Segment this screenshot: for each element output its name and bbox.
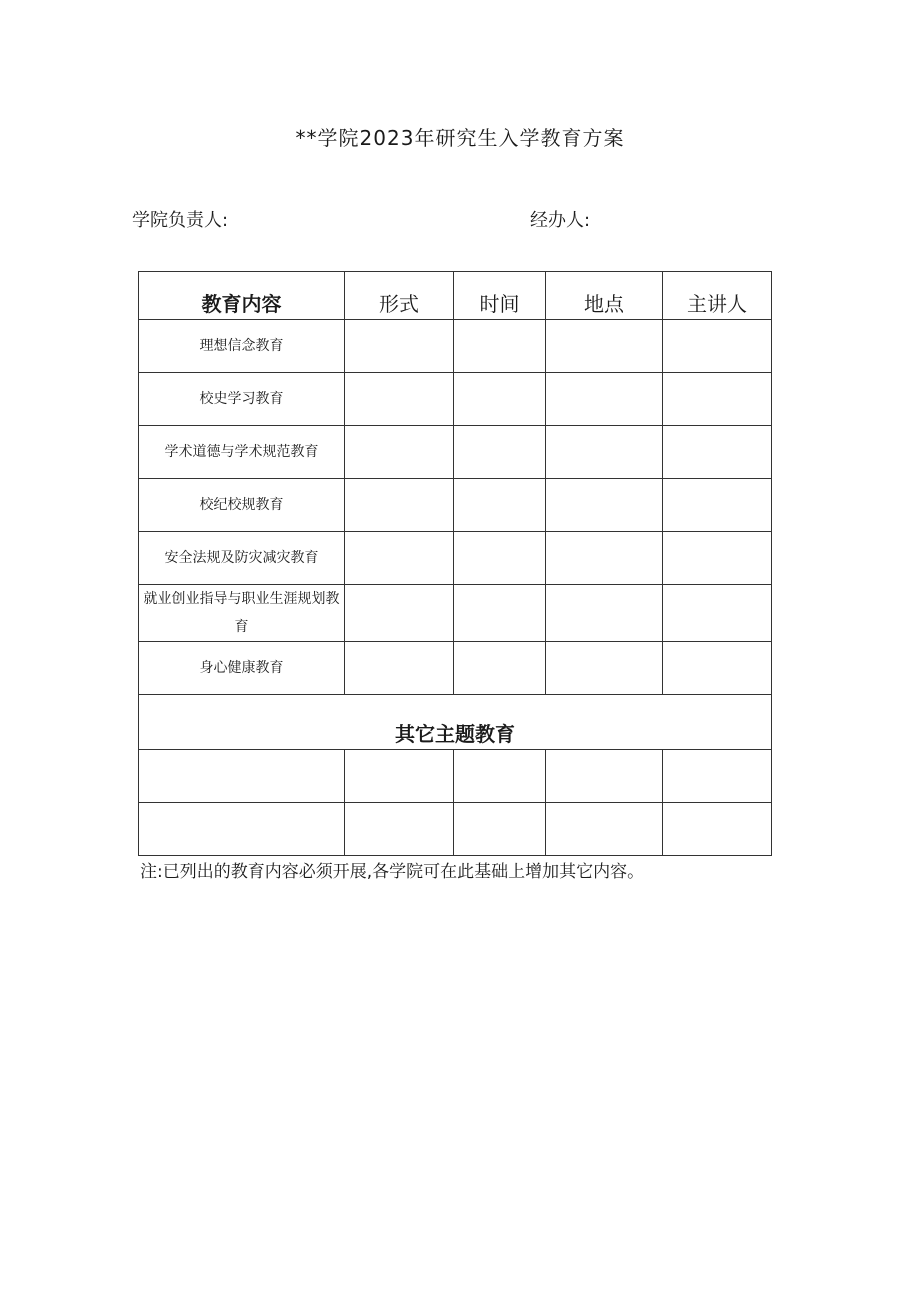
table-row	[139, 373, 772, 426]
row-item-label: 安全法规及防灾减灾教育	[139, 532, 345, 585]
form-cell[interactable]	[345, 803, 454, 856]
section-title: 其它主题教育	[139, 695, 772, 750]
table-row	[139, 320, 772, 373]
table-row	[139, 479, 772, 532]
header-speaker: 主讲人	[663, 272, 772, 320]
form-cell[interactable]	[345, 426, 454, 479]
form-cell[interactable]	[345, 479, 454, 532]
time-cell[interactable]	[454, 532, 546, 585]
header-content: 教育内容	[139, 272, 345, 320]
location-cell[interactable]	[546, 803, 663, 856]
table-row	[139, 426, 772, 479]
form-cell[interactable]	[345, 750, 454, 803]
location-cell[interactable]	[546, 642, 663, 695]
location-cell[interactable]	[546, 585, 663, 642]
row-item-label: 理想信念教育	[139, 320, 345, 373]
time-cell[interactable]	[454, 585, 546, 642]
time-cell[interactable]	[454, 642, 546, 695]
table-row	[139, 642, 772, 695]
location-cell[interactable]	[546, 479, 663, 532]
content-cell[interactable]	[139, 803, 345, 856]
document-title: **学院2023年研究生入学教育方案	[295, 126, 625, 150]
table-row	[139, 803, 772, 856]
dean-label: 学院负责人:	[132, 210, 229, 231]
row-item-label: 校史学习教育	[139, 373, 345, 426]
time-cell[interactable]	[454, 479, 546, 532]
form-cell[interactable]	[345, 532, 454, 585]
form-cell[interactable]	[345, 373, 454, 426]
header-time: 时间	[454, 272, 546, 320]
table-row	[139, 585, 772, 642]
content-cell[interactable]	[139, 750, 345, 803]
handler-label: 经办人:	[530, 210, 591, 231]
location-cell[interactable]	[546, 426, 663, 479]
row-item-label: 学术道德与学术规范教育	[139, 426, 345, 479]
time-cell[interactable]	[454, 320, 546, 373]
form-cell[interactable]	[345, 585, 454, 642]
section-row	[139, 695, 772, 750]
time-cell[interactable]	[454, 750, 546, 803]
row-item-label: 身心健康教育	[139, 642, 345, 695]
speaker-cell[interactable]	[663, 373, 772, 426]
speaker-cell[interactable]	[663, 532, 772, 585]
table-header-row	[139, 272, 772, 320]
location-cell[interactable]	[546, 532, 663, 585]
form-cell[interactable]	[345, 642, 454, 695]
header-location: 地点	[546, 272, 663, 320]
time-cell[interactable]	[454, 803, 546, 856]
header-form: 形式	[345, 272, 454, 320]
speaker-cell[interactable]	[663, 642, 772, 695]
form-cell[interactable]	[345, 320, 454, 373]
education-plan-table	[138, 271, 772, 856]
speaker-cell[interactable]	[663, 320, 772, 373]
footnote: 注:已列出的教育内容必须开展,各学院可在此基础上增加其它内容。	[140, 862, 645, 882]
row-item-label: 校纪校规教育	[139, 479, 345, 532]
table-row	[139, 750, 772, 803]
time-cell[interactable]	[454, 426, 546, 479]
table-row	[139, 532, 772, 585]
location-cell[interactable]	[546, 373, 663, 426]
speaker-cell[interactable]	[663, 750, 772, 803]
speaker-cell[interactable]	[663, 803, 772, 856]
time-cell[interactable]	[454, 373, 546, 426]
speaker-cell[interactable]	[663, 479, 772, 532]
speaker-cell[interactable]	[663, 426, 772, 479]
location-cell[interactable]	[546, 320, 663, 373]
speaker-cell[interactable]	[663, 585, 772, 642]
location-cell[interactable]	[546, 750, 663, 803]
row-item-label: 就业创业指导与职业生涯规划教育	[139, 585, 345, 642]
